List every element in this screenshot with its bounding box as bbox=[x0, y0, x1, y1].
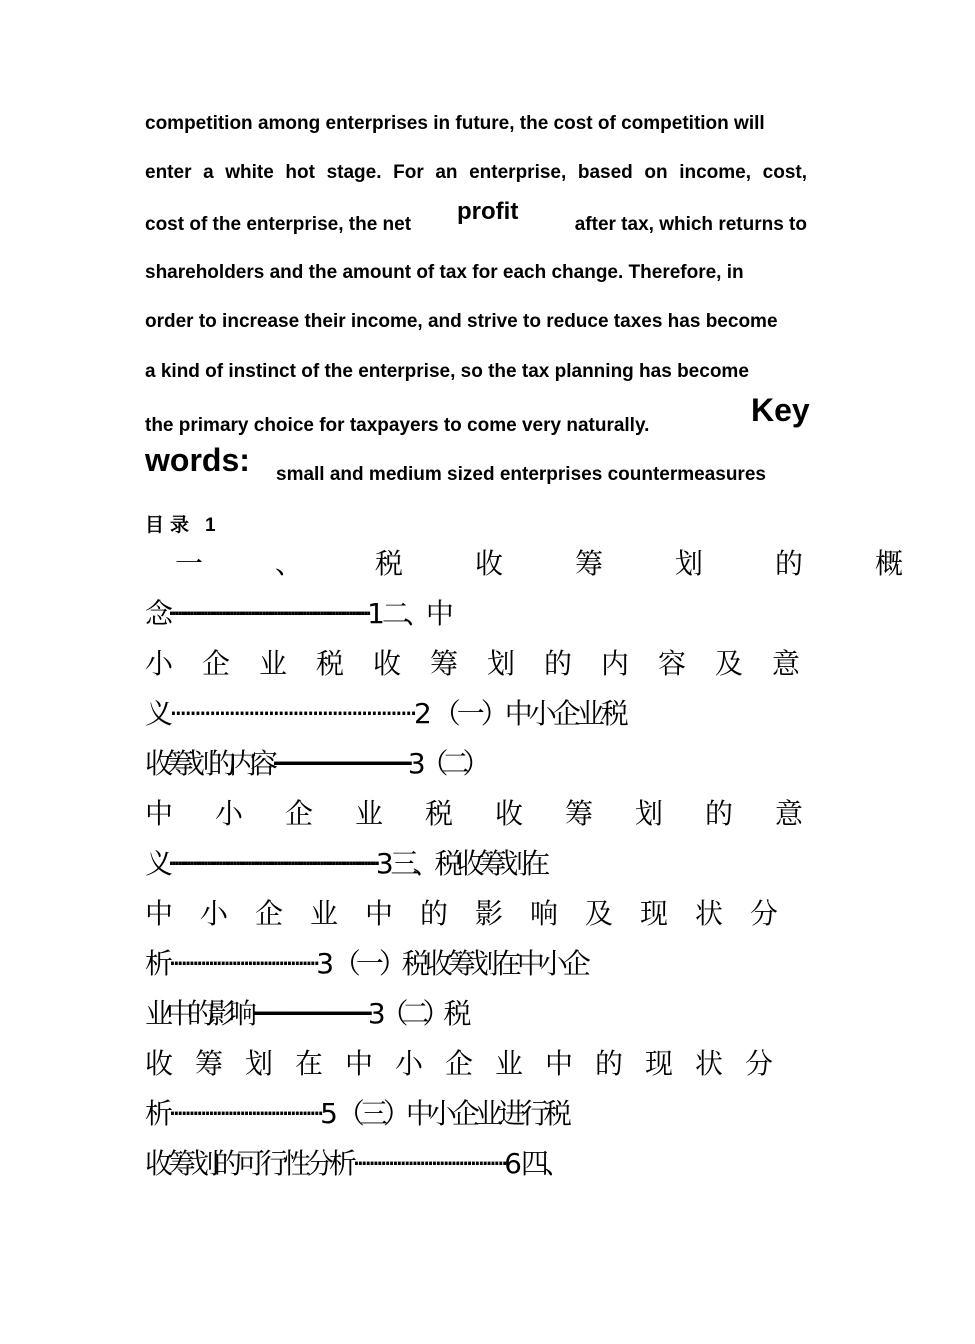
profit-word: profit bbox=[457, 198, 519, 225]
abstract-line-1-text: competition among enterprises in future, the cost of competition will bbox=[145, 113, 765, 134]
keywords-label-key: Key bbox=[751, 392, 810, 428]
keywords-label-words: words: bbox=[145, 442, 250, 478]
toc-line-3 bbox=[145, 646, 830, 682]
toc-line-12 bbox=[145, 1096, 807, 1132]
toc-line-5-text: 收筹划的内容········································································3 （二） bbox=[145, 747, 484, 780]
toc-heading-line bbox=[145, 510, 807, 538]
abstract-line-7-text: the primary choice for taxpayers to come very naturally. bbox=[145, 415, 650, 436]
toc-line-10 bbox=[145, 996, 807, 1032]
abstract-line-3-prefix: cost of the enterprise, the net bbox=[145, 214, 412, 235]
abstract-line-2 bbox=[145, 161, 807, 185]
keywords-line bbox=[145, 442, 807, 488]
abstract-line-5 bbox=[145, 310, 807, 334]
toc-line-13 bbox=[145, 1146, 807, 1182]
toc-line-11-text: 收筹划在中小企业中的现状分 bbox=[145, 1047, 796, 1080]
toc-line-2-text: 念·····································································1 二、中 bbox=[145, 597, 448, 630]
abstract-line-3-suffix: after tax, which returns to bbox=[574, 214, 807, 235]
abstract-line-2-text: enter a white hot stage. For an enterprise, based on income, cost, bbox=[145, 162, 807, 183]
toc-line-4 bbox=[145, 696, 807, 732]
toc-line-12-text: 析·······································5 （三）中小企业进行税 bbox=[145, 1097, 567, 1130]
toc-line-11 bbox=[145, 1046, 807, 1082]
toc-line-13-text: 收筹划的可行性分析·······································6 四、 bbox=[145, 1147, 567, 1180]
toc-line-4-text: 义··················································2 （一）中小企业税 bbox=[145, 697, 625, 730]
toc-heading: 目录 bbox=[145, 514, 196, 536]
abstract-line-6 bbox=[145, 360, 807, 384]
toc-line-8-text: 中小企业中的影响及现状分 bbox=[145, 897, 806, 930]
toc-line-7-text: 义········································································3 三、税收筹划在 bbox=[145, 847, 545, 880]
toc-heading-page: 1 bbox=[205, 515, 216, 536]
keywords-text: small and medium sized enterprises countermeasures bbox=[276, 464, 766, 485]
toc-line-2 bbox=[145, 596, 807, 632]
toc-line-8 bbox=[145, 896, 807, 932]
toc-line-6-text: 中小企业税收筹划的意 bbox=[145, 797, 846, 830]
toc-line-9-text: 析······································3 （一）税收筹划在中小企 bbox=[145, 947, 586, 980]
toc-line-6 bbox=[145, 796, 846, 832]
toc-line-7 bbox=[145, 846, 807, 882]
toc-line-1 bbox=[145, 546, 975, 582]
abstract-line-7 bbox=[145, 392, 810, 436]
abstract-line-3 bbox=[145, 200, 807, 240]
abstract-line-6-text: a kind of instinct of the enterprise, so the tax planning has become bbox=[145, 361, 749, 382]
toc-line-1-text: 一、税收筹划的概 bbox=[175, 547, 975, 580]
toc-line-5 bbox=[145, 746, 807, 782]
toc-line-10-text: 业中的影响······························································3 （二）税 bbox=[145, 997, 465, 1030]
toc-line-3-text: 小企业税收筹划的内容及意 bbox=[145, 647, 830, 680]
abstract-line-4-text: shareholders and the amount of tax for each change. Therefore, in bbox=[145, 262, 744, 283]
abstract-line-1 bbox=[145, 112, 807, 136]
abstract-line-4 bbox=[145, 261, 807, 285]
abstract-line-5-text: order to increase their income, and strive to reduce taxes has become bbox=[145, 311, 778, 332]
toc-line-9 bbox=[145, 946, 807, 982]
